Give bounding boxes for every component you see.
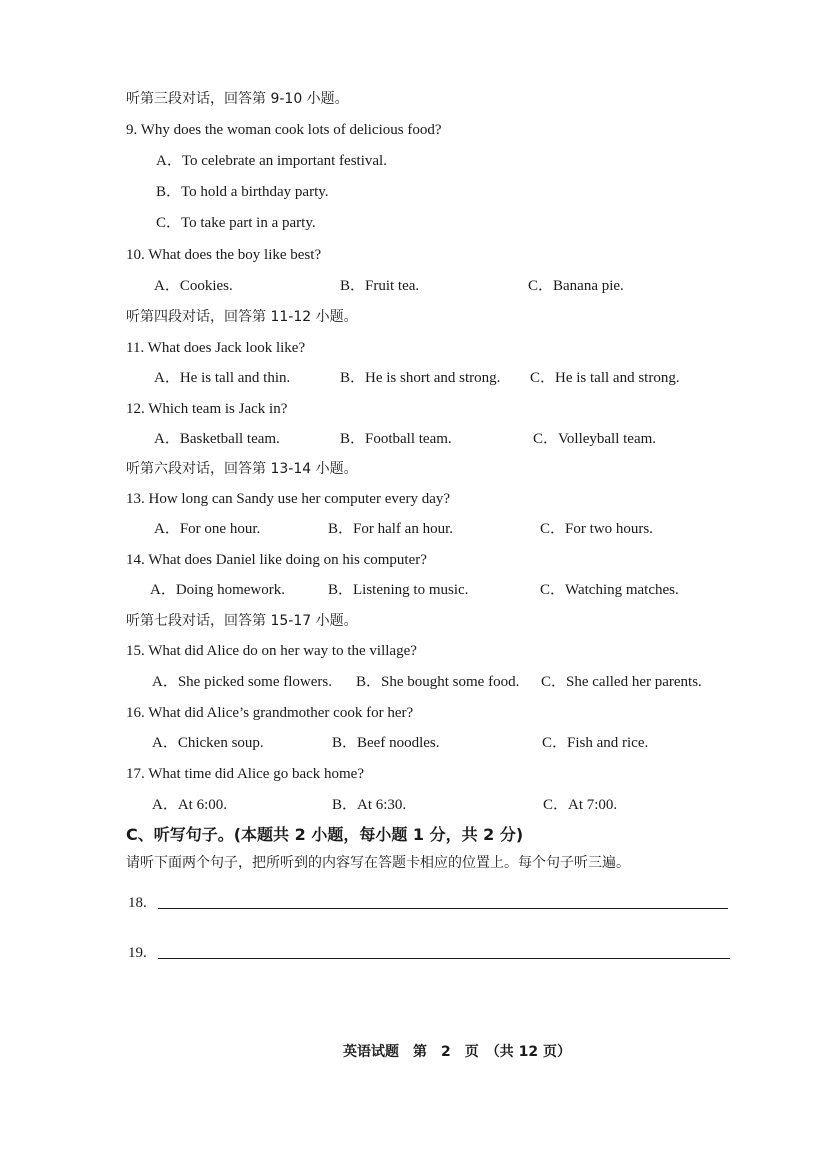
q14-option-b: B．Listening to music. — [328, 582, 469, 598]
question-14: 14. What does Daniel like doing on his computer? — [126, 552, 427, 568]
section-7-instruction: 听第七段对话，回答第 15-17 小题。 — [126, 613, 358, 629]
q16-option-b: B．Beef noodles. — [332, 735, 440, 751]
q14-option-a: A．Doing homework. — [150, 582, 285, 598]
answer-line-19 — [158, 958, 730, 959]
section-3-instruction: 听第三段对话，回答第 9-10 小题。 — [126, 91, 349, 107]
q15-option-a: A．She picked some flowers. — [152, 674, 332, 690]
page-footer: 英语试题 第 2 页 （共 12 页） — [343, 1044, 571, 1060]
question-11: 11. What does Jack look like? — [126, 340, 306, 356]
q9-option-c: C．To take part in a party. — [156, 215, 316, 231]
q16-option-c: C．Fish and rice. — [542, 735, 649, 751]
question-17: 17. What time did Alice go back home? — [126, 766, 364, 782]
q10-option-b: B．Fruit tea. — [340, 278, 420, 294]
section-4-instruction: 听第四段对话，回答第 11-12 小题。 — [126, 309, 358, 325]
question-16: 16. What did Alice’s grandmother cook for her? — [126, 705, 414, 721]
q10-option-a: A．Cookies. — [154, 278, 233, 294]
question-10: 10. What does the boy like best? — [126, 247, 322, 263]
q10-option-c: C．Banana pie. — [528, 278, 624, 294]
q12-option-b: B．Football team. — [340, 431, 452, 447]
question-12: 12. Which team is Jack in? — [126, 401, 288, 417]
q9-option-b: B．To hold a birthday party. — [156, 184, 329, 200]
q17-option-b: B．At 6:30. — [332, 797, 407, 813]
answer-line-18 — [158, 908, 728, 909]
q16-option-a: A．Chicken soup. — [152, 735, 264, 751]
q17-option-a: A．At 6:00. — [152, 797, 228, 813]
q13-option-a: A．For one hour. — [154, 521, 261, 537]
part-c-instruction: 请听下面两个句子，把所听到的内容写在答题卡相应的位置上。每个句子听三遍。 — [126, 855, 630, 871]
q15-option-b: B．She bought some food. — [356, 674, 520, 690]
question-19-label: 19. — [128, 945, 147, 961]
question-13: 13. How long can Sandy use her computer every day? — [126, 491, 451, 507]
question-9: 9. Why does the woman cook lots of delicious food? — [126, 122, 442, 138]
q12-option-c: C．Volleyball team. — [533, 431, 657, 447]
q15-option-c: C．She called her parents. — [541, 674, 702, 690]
q12-option-a: A．Basketball team. — [154, 431, 280, 447]
q13-option-c: C．For two hours. — [540, 521, 653, 537]
q14-option-c: C．Watching matches. — [540, 582, 679, 598]
section-6-instruction: 听第六段对话，回答第 13-14 小题。 — [126, 461, 358, 477]
q11-option-b: B．He is short and strong. — [340, 370, 501, 386]
q11-option-c: C．He is tall and strong. — [530, 370, 680, 386]
q13-option-b: B．For half an hour. — [328, 521, 453, 537]
q11-option-a: A．He is tall and thin. — [154, 370, 291, 386]
part-c-heading: C、听写句子。(本题共 2 小题，每小题 1 分，共 2 分) — [126, 825, 524, 844]
question-18-label: 18. — [128, 895, 147, 911]
q9-option-a: A．To celebrate an important festival. — [156, 153, 387, 169]
question-15: 15. What did Alice do on her way to the village? — [126, 643, 417, 659]
q17-option-c: C．At 7:00. — [543, 797, 618, 813]
